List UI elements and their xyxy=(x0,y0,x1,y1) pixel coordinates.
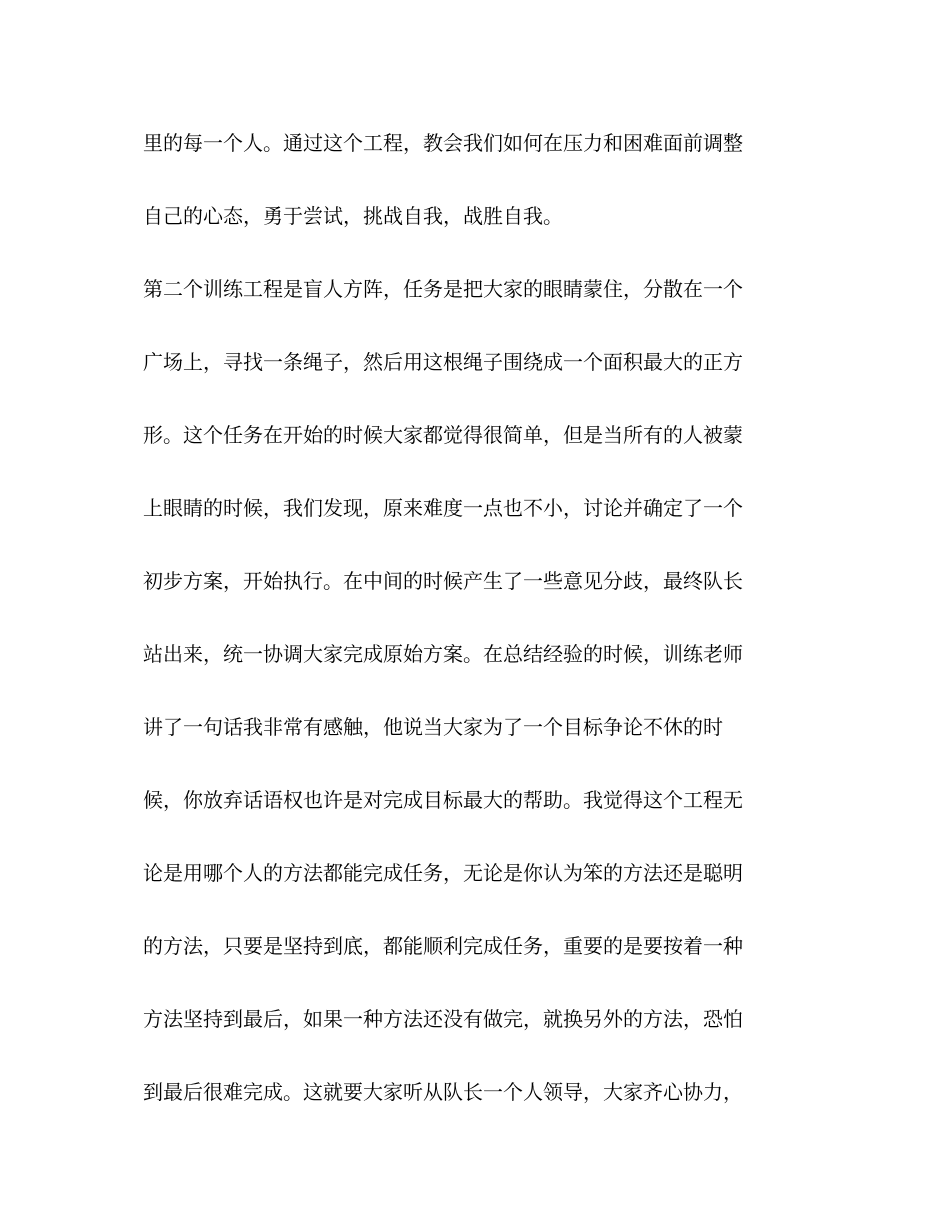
paragraph-line: 形。这个任务在开始的时候大家都觉得很简单，但是当所有的人被蒙 xyxy=(143,423,743,447)
paragraph-line: 论是用哪个人的方法都能完成任务，无论是你认为笨的方法还是聪明 xyxy=(143,861,743,885)
paragraph-line: 初步方案，开始执行。在中间的时候产生了一些意见分歧，最终队长 xyxy=(143,569,743,593)
paragraph-line: 候，你放弃话语权也许是对完成目标最大的帮助。我觉得这个工程无 xyxy=(143,788,743,812)
paragraph-line: 方法坚持到最后，如果一种方法还没有做完，就换另外的方法，恐怕 xyxy=(143,1007,743,1031)
paragraph-line: 的方法，只要是坚持到底，都能顺利完成任务，重要的是要按着一种 xyxy=(143,934,743,958)
paragraph-line: 第二个训练工程是盲人方阵，任务是把大家的眼睛蒙住，分散在一个 xyxy=(143,277,743,301)
paragraph-line: 站出来，统一协调大家完成原始方案。在总结经验的时候，训练老师 xyxy=(143,642,743,666)
paragraph-line: 讲了一句话我非常有感触，他说当大家为了一个目标争论不休的时 xyxy=(143,715,723,739)
paragraph-line: 到最后很难完成。这就要大家听从队长一个人领导，大家齐心协力， xyxy=(143,1080,743,1104)
paragraph-line: 广场上，寻找一条绳子，然后用这根绳子围绕成一个面积最大的正方 xyxy=(143,350,743,374)
paragraph-line: 里的每一个人。通过这个工程，教会我们如何在压力和困难面前调整 xyxy=(143,131,743,155)
paragraph-line: 自己的心态，勇于尝试，挑战自我，战胜自我。 xyxy=(143,204,563,228)
paragraph-line: 上眼睛的时候，我们发现，原来难度一点也不小，讨论并确定了一个 xyxy=(143,496,743,520)
